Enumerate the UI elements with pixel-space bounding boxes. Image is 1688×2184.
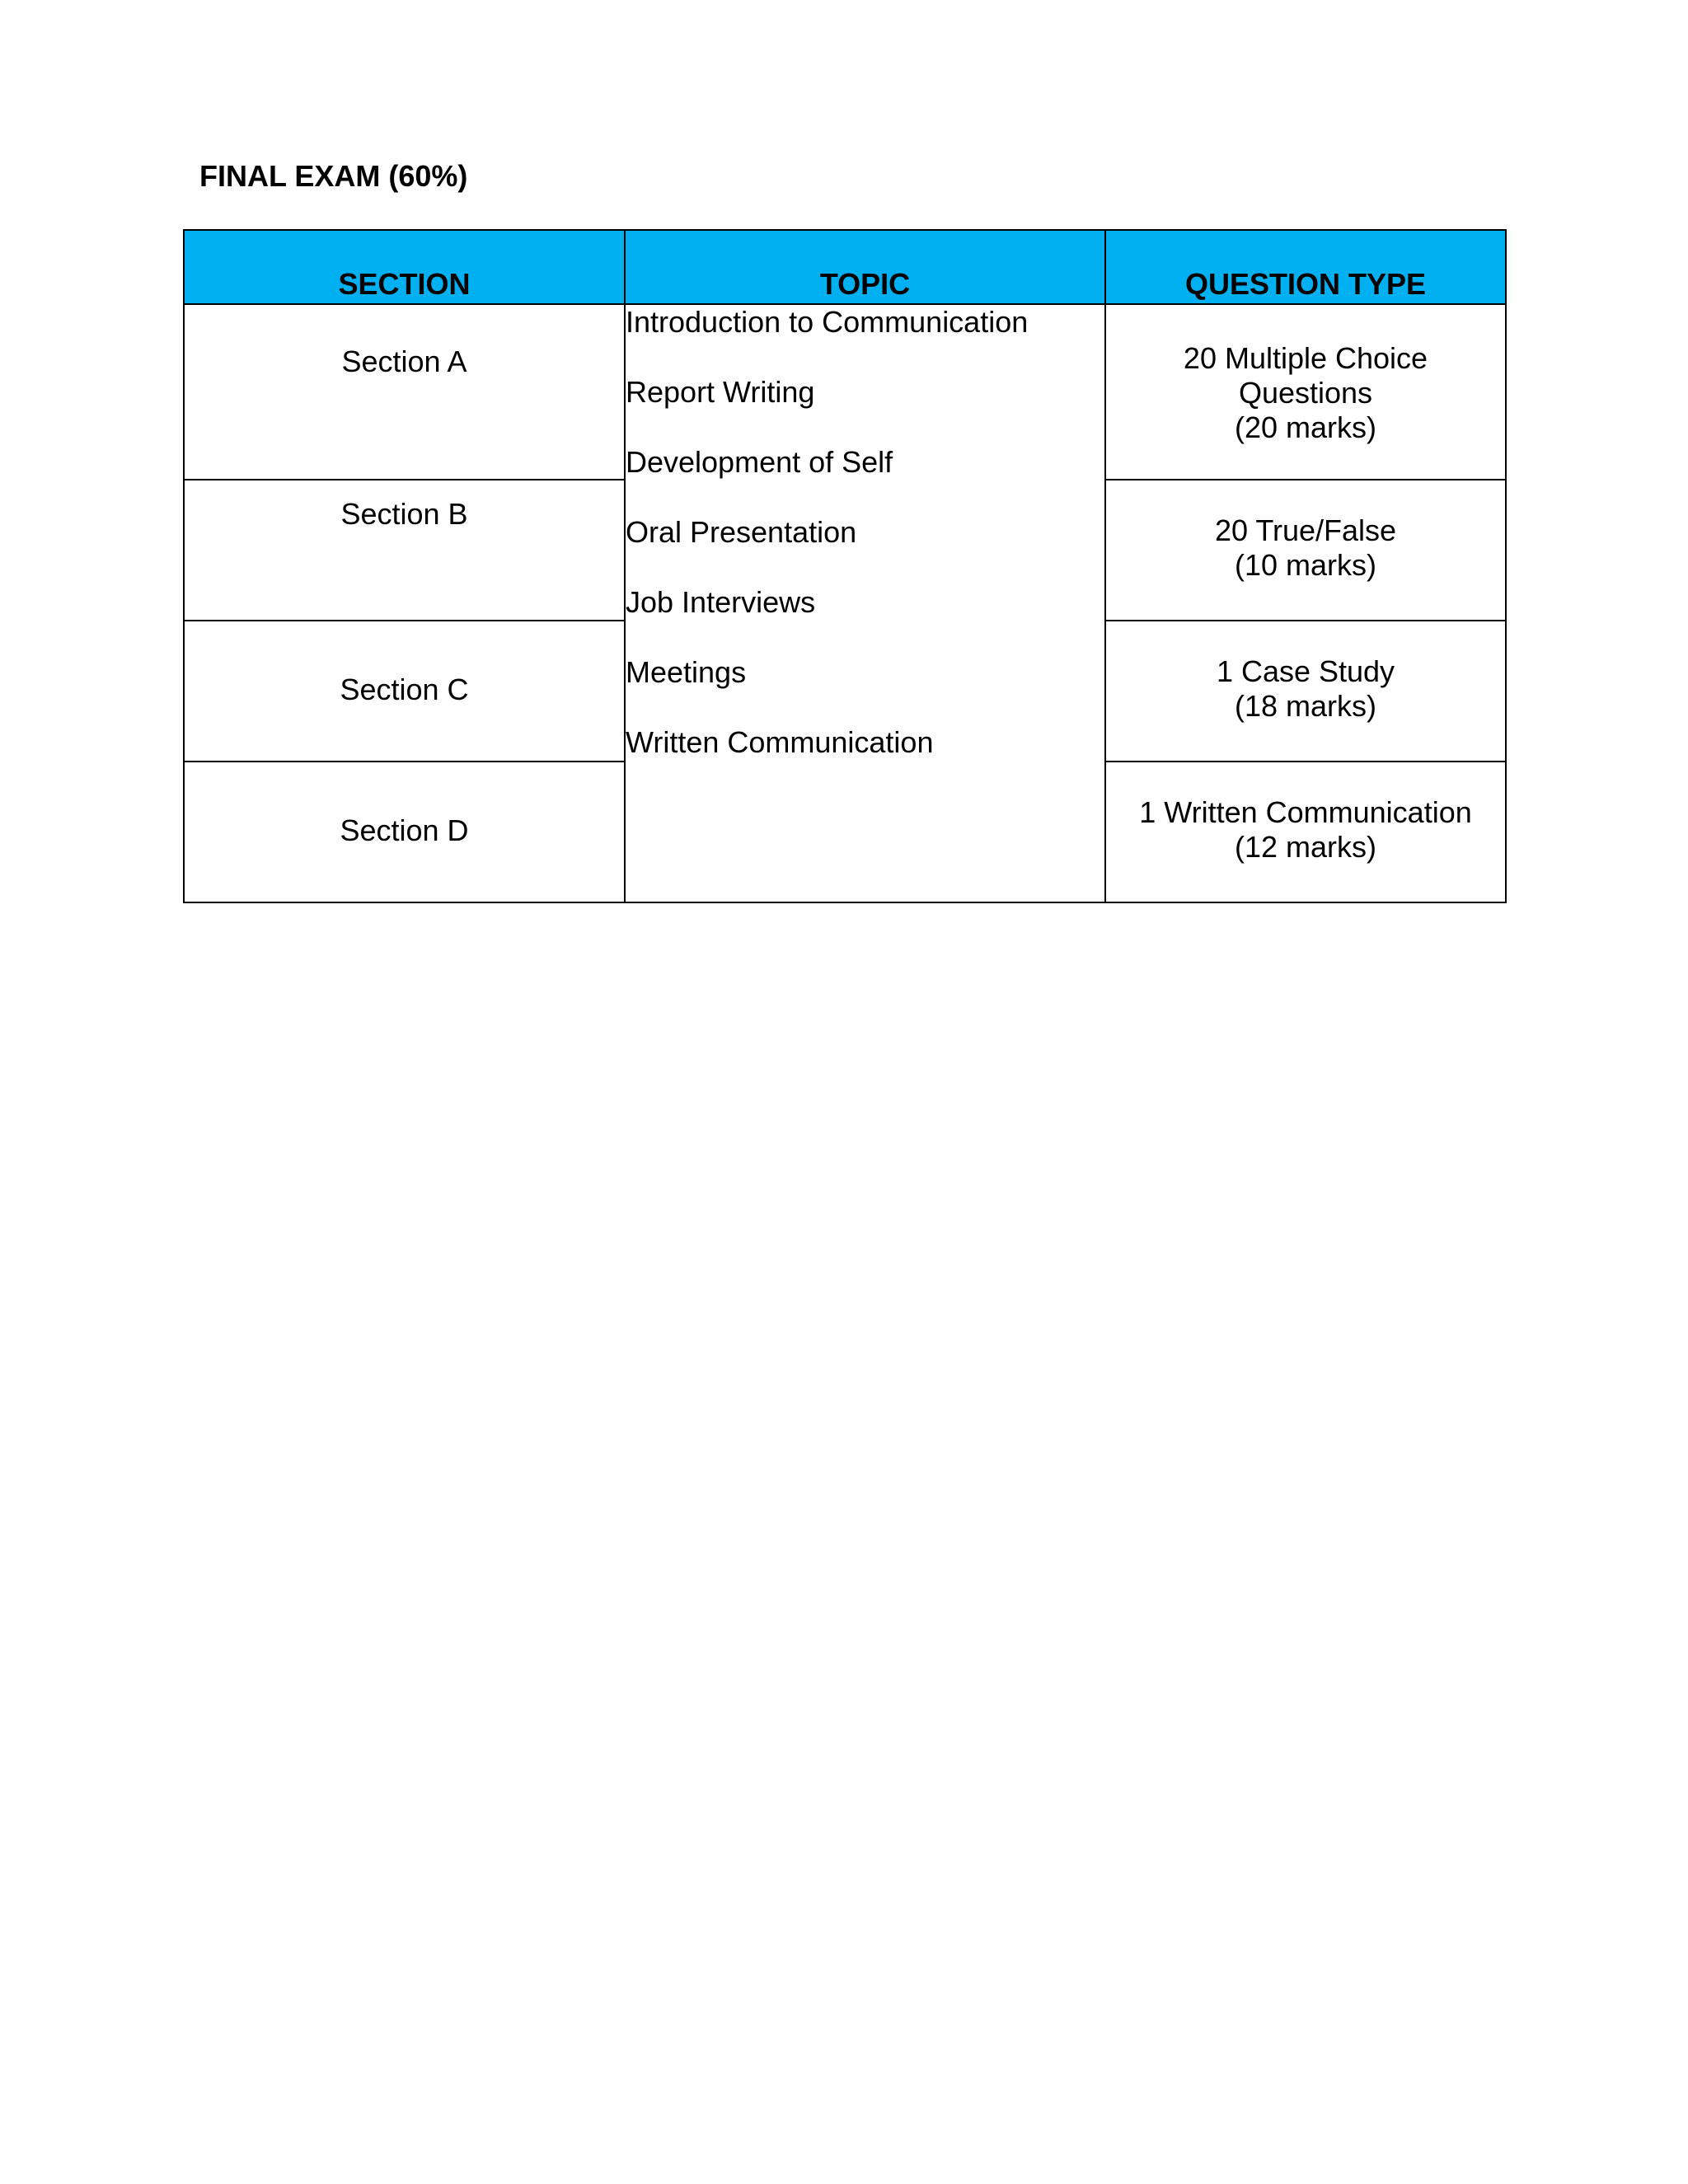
section-label: Section B <box>340 497 468 531</box>
question-type-cell <box>1105 480 1506 621</box>
header-question-type: QUESTION TYPE <box>1105 230 1506 304</box>
question-type-text: 1 Case Study <box>1216 654 1395 688</box>
exam-table <box>183 229 1507 903</box>
question-type-cell <box>1105 304 1506 480</box>
topic-item: Report Writing <box>626 375 815 409</box>
question-type-cell <box>1105 621 1506 762</box>
question-type-text: Questions <box>1238 376 1373 410</box>
topic-item: Job Interviews <box>626 585 816 619</box>
topic-item: Development of Self <box>626 445 893 479</box>
section-label: Section D <box>340 813 469 847</box>
topic-item: Oral Presentation <box>626 515 857 549</box>
topic-item: Meetings <box>626 655 747 689</box>
section-label: Section C <box>340 673 469 706</box>
topic-item: Written Communication <box>626 725 934 759</box>
question-type-cell <box>1105 762 1506 902</box>
page-title: FINAL EXAM (60%) <box>199 159 468 193</box>
question-marks: (10 marks) <box>1234 548 1377 582</box>
question-marks: (18 marks) <box>1234 689 1377 723</box>
question-marks: (20 marks) <box>1234 410 1377 444</box>
table-row <box>184 304 1506 480</box>
section-cell <box>184 621 625 762</box>
question-type-text: 20 Multiple Choice <box>1183 341 1428 375</box>
question-marks: (12 marks) <box>1234 830 1377 864</box>
header-topic: TOPIC <box>625 230 1105 304</box>
topic-cell <box>625 304 1105 902</box>
section-cell <box>184 304 625 480</box>
topic-item: Introduction to Communication <box>626 305 1029 339</box>
section-cell <box>184 480 625 621</box>
section-label: Section A <box>341 344 467 378</box>
header-section: SECTION <box>184 230 625 304</box>
table-header-row <box>184 230 1506 304</box>
question-type-text: 20 True/False <box>1214 513 1397 547</box>
section-cell <box>184 762 625 902</box>
question-type-text: 1 Written Communication <box>1139 795 1472 829</box>
